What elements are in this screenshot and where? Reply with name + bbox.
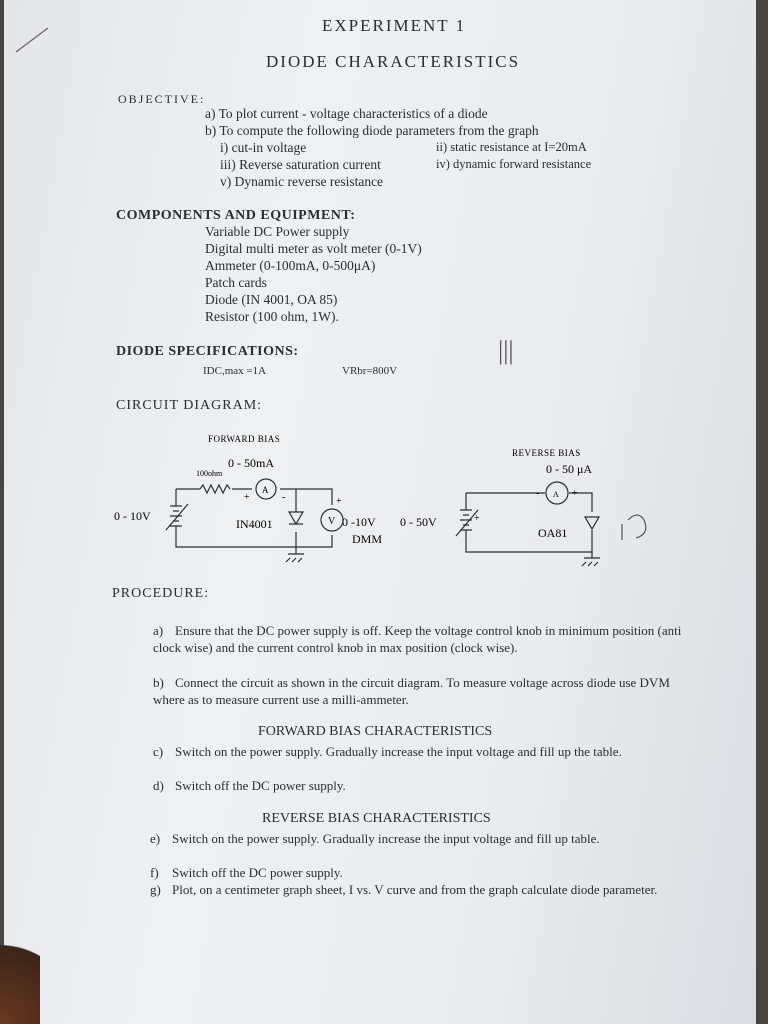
component-item: Patch cards — [205, 275, 267, 290]
components-heading: COMPONENTS AND EQUIPMENT: — [116, 208, 356, 223]
svg-text:+: + — [474, 513, 480, 524]
forward-label: FORWARD BIAS — [208, 434, 281, 444]
dmm-label: DMM — [352, 532, 383, 546]
forward-source-range: 0 - 10V — [114, 509, 151, 523]
component-item: Resistor (100 ohm, 1W). — [205, 309, 339, 324]
svg-text:-: - — [282, 492, 286, 503]
procedure-step-e: e) Switch on the power supply. Gradually increase the input voltage and fill up table. — [150, 831, 600, 846]
resistor-value: 100ohm — [196, 469, 223, 478]
procedure-step-g: g) Plot, on a centimeter graph sheet, I vs. V curve and from the graph calculate diode parameter. — [150, 882, 658, 897]
param-iii: iii) Reverse saturation current — [220, 157, 381, 172]
forward-bias-heading: FORWARD BIAS CHARACTERISTICS — [258, 724, 493, 739]
forward-ammeter-range: 0 - 50mA — [228, 456, 274, 470]
component-item: Diode (IN 4001, OA 85) — [205, 292, 338, 307]
objective-item-b: b) To compute the following diode parameters from the graph — [205, 123, 539, 138]
page-title: DIODE CHARACTERISTICS — [266, 52, 521, 71]
circuit-heading: CIRCUIT DIAGRAM: — [116, 398, 263, 413]
component-item: Ammeter (0-100mA, 0-500μA) — [205, 258, 376, 273]
objective-item-a: a) To plot current - voltage characteristics of a diode — [205, 106, 488, 121]
forward-diode-label: IN4001 — [236, 517, 273, 531]
procedure-step-d: d) Switch off the DC power supply. — [153, 778, 346, 793]
component-item: Digital multi meter as volt meter (0-1V) — [205, 241, 422, 256]
spec-vrbr: VRbr=800V — [342, 365, 398, 377]
reverse-diode-symbol — [585, 517, 599, 529]
spec-idc: IDC,max =1A — [203, 365, 267, 377]
reverse-source-range: 0 - 50V — [400, 515, 437, 529]
forward-wire-top — [176, 489, 332, 505]
reverse-wires — [466, 493, 592, 552]
circuit-diagram — [0, 420, 768, 580]
param-ii: ii) static resistance at I=20mA — [436, 140, 587, 154]
finger-shadow — [0, 900, 40, 1024]
reverse-ammeter-range: 0 - 50 μA — [546, 462, 593, 476]
svg-text:+: + — [336, 496, 342, 507]
pen-mark-corner — [14, 24, 54, 54]
component-item: Variable DC Power supply — [205, 224, 350, 239]
reverse-bias-heading: REVERSE BIAS CHARACTERISTICS — [262, 811, 491, 826]
svg-text:+: + — [572, 488, 578, 499]
reverse-label: REVERSE BIAS — [512, 448, 581, 458]
experiment-number: EXPERIMENT 1 — [322, 16, 467, 35]
procedure-heading: PROCEDURE: — [112, 586, 210, 601]
reverse-ground — [582, 552, 600, 566]
resistor-zigzag — [200, 485, 230, 493]
svg-text:+: + — [244, 492, 250, 503]
ammeter-a-label: A — [262, 485, 269, 495]
procedure-step-b: b) Connect the circuit as shown in the circuit diagram. To measure voltage across diode use DVM where as to measure current use a milli-ammeter. — [153, 675, 670, 707]
reverse-bias-circuit — [456, 482, 646, 566]
diode-symbol — [289, 512, 303, 524]
voltmeter-v-label: V — [328, 516, 336, 527]
reverse-ammeter-a-label: A — [553, 490, 559, 499]
objective-heading: OBJECTIVE: — [118, 92, 206, 106]
pen-scribble — [622, 515, 646, 540]
svg-text:-: - — [536, 488, 540, 499]
reverse-diode-label: OA81 — [538, 526, 568, 540]
param-v: v) Dynamic reverse resistance — [220, 174, 384, 189]
ground-symbol — [286, 547, 304, 562]
specs-heading: DIODE SPECIFICATIONS: — [116, 344, 299, 359]
param-i: i) cut-in voltage — [220, 140, 307, 155]
voltmeter-range: 0 -10V — [342, 515, 376, 529]
param-iv: iv) dynamic forward resistance — [436, 157, 592, 171]
procedure-step-a: a) Ensure that the DC power supply is off. Keep the voltage control knob in minimum position (anti clock wise) and the current control knob in max position (clock wise). — [153, 623, 682, 655]
procedure-step-c: c) Switch on the power supply. Gradually increase the input voltage and fill up the table. — [153, 744, 622, 759]
pen-mark: ||| — [498, 336, 514, 365]
procedure-step-f: f) Switch off the DC power supply. — [150, 865, 343, 880]
